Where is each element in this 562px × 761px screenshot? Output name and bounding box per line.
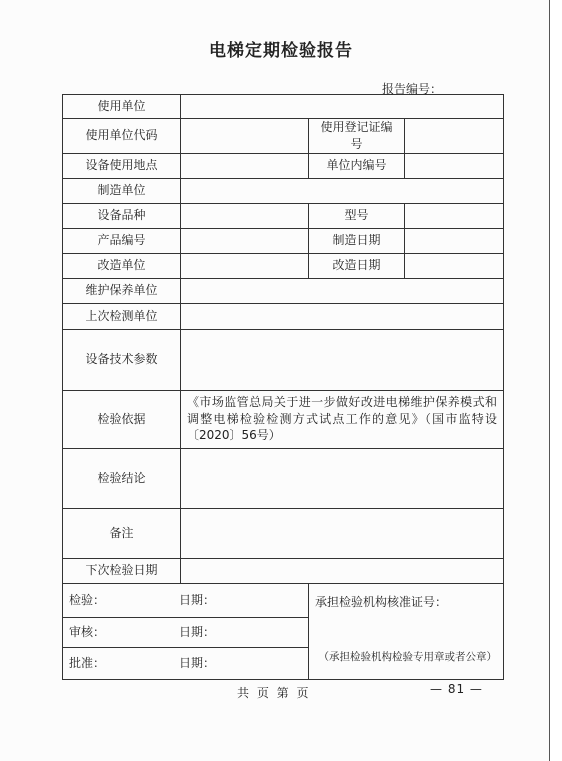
- label-user-reg-cert-no: 使用登记证编号: [309, 119, 405, 154]
- sign-review-label: 审核：: [69, 624, 106, 639]
- label-unit-internal-no: 单位内编号: [309, 153, 405, 178]
- label-inspection-basis: 检验依据: [63, 390, 181, 448]
- page-edge: [549, 0, 562, 761]
- inspection-form-table: [62, 94, 504, 680]
- value-equipment-type: [181, 203, 309, 228]
- footer-page-number: — 81 —: [430, 682, 483, 696]
- sign-approve-label: 批准：: [69, 655, 106, 670]
- label-technical-params: 设备技术参数: [63, 329, 181, 390]
- label-modification-date: 改造日期: [309, 253, 405, 278]
- label-maintenance-unit: 维护保养单位: [63, 278, 181, 303]
- label-equipment-type: 设备品种: [63, 203, 181, 228]
- sign-review-cell: [63, 617, 309, 647]
- value-model: [405, 203, 504, 228]
- sign-inspect-cell: [63, 583, 309, 617]
- label-inspection-conclusion: 检验结论: [63, 448, 181, 508]
- page-title: 电梯定期检验报告: [209, 41, 353, 61]
- value-unit-internal-no: [405, 153, 504, 178]
- value-product-no: [181, 228, 309, 253]
- org-cert-label: 承担检验机构核准证号：: [315, 594, 448, 609]
- footer-page-count: 共 页 第 页: [237, 686, 311, 700]
- value-remarks: [181, 508, 504, 558]
- value-modification-unit: [181, 253, 309, 278]
- label-model: 型号: [309, 203, 405, 228]
- value-modification-date: [405, 253, 504, 278]
- value-user-unit: [181, 95, 504, 119]
- label-remarks: 备注: [63, 508, 181, 558]
- label-manufacturer: 制造单位: [63, 178, 181, 203]
- label-last-inspection-unit: 上次检测单位: [63, 303, 181, 329]
- label-modification-unit: 改造单位: [63, 253, 181, 278]
- sign-review-date-label: 日期：: [179, 624, 216, 639]
- label-equipment-location: 设备使用地点: [63, 153, 181, 178]
- label-user-unit: 使用单位: [63, 95, 181, 119]
- label-user-unit-code: 使用单位代码: [63, 119, 181, 154]
- value-manufacturer: [181, 178, 504, 203]
- value-inspection-basis: 《市场监管总局关于进一步做好改进电梯维护保养模式和调整电梯检验检测方式试点工作的意见》（国市监特设〔2020〕56号）: [181, 390, 504, 448]
- sign-inspect-label: 检验：: [69, 592, 106, 607]
- label-next-inspection-date: 下次检验日期: [63, 558, 181, 583]
- value-last-inspection-unit: [181, 303, 504, 329]
- value-inspection-conclusion: [181, 448, 504, 508]
- report-number-label: 报告编号：: [382, 82, 443, 96]
- label-manufacture-date: 制造日期: [309, 228, 405, 253]
- sign-approve-date-label: 日期：: [179, 655, 216, 670]
- sign-inspect-date-label: 日期：: [179, 592, 216, 607]
- sign-approve-cell: [63, 647, 309, 679]
- value-maintenance-unit: [181, 278, 504, 303]
- value-technical-params: [181, 329, 504, 390]
- value-user-reg-cert-no: [405, 119, 504, 154]
- org-cert-cell: [309, 583, 504, 679]
- value-equipment-location: [181, 153, 309, 178]
- value-manufacture-date: [405, 228, 504, 253]
- label-product-no: 产品编号: [63, 228, 181, 253]
- seal-note: （承担检验机构检验专用章或者公章）: [318, 651, 498, 664]
- value-next-inspection-date: [181, 558, 504, 583]
- value-user-unit-code: [181, 119, 309, 154]
